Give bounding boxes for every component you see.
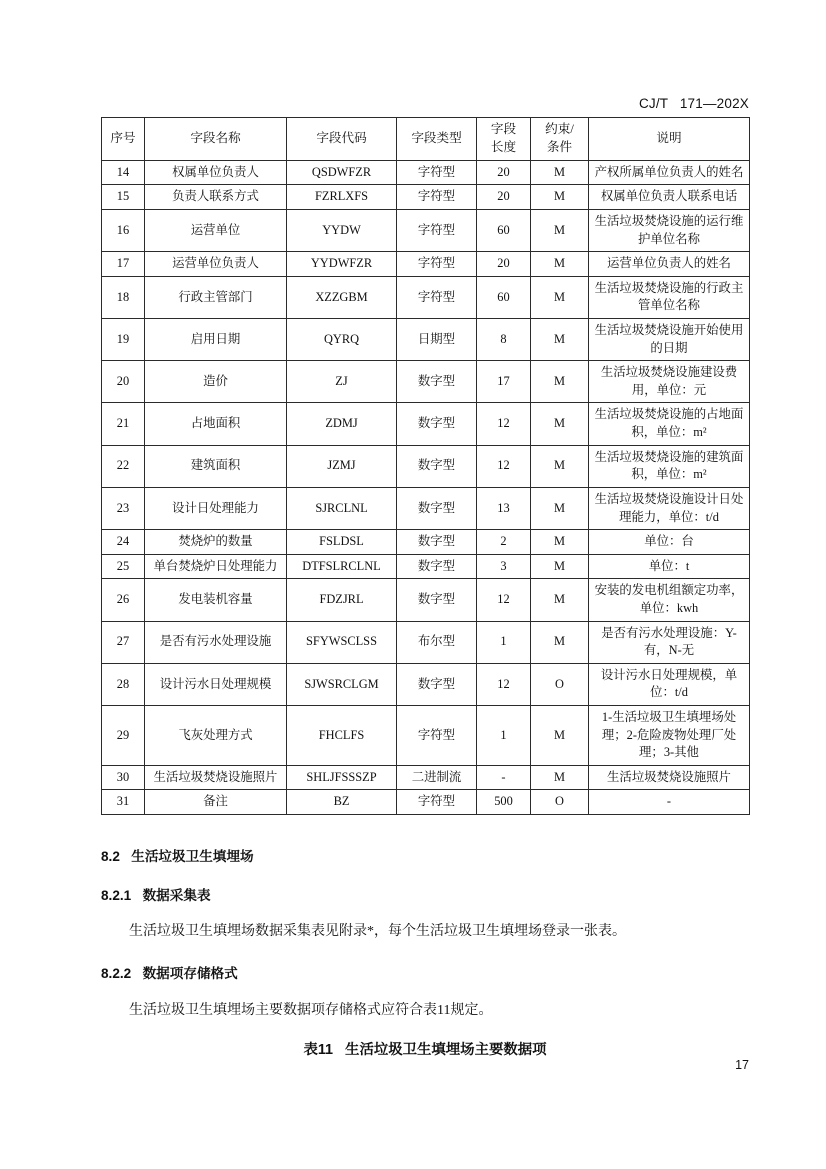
cell-field-name: 占地面积 — [145, 403, 287, 445]
cell-field-name: 建筑面积 — [145, 445, 287, 487]
cell-description: 单位：t — [589, 554, 750, 579]
cell-field-code: ZJ — [287, 361, 397, 403]
table-row — [102, 530, 750, 555]
cell-constraint: O — [531, 663, 589, 705]
cell-seq: 23 — [102, 487, 145, 529]
cell-field-name: 焚烧炉的数量 — [145, 530, 287, 555]
cell-seq: 30 — [102, 765, 145, 790]
cell-field-length: 12 — [477, 579, 531, 621]
cell-field-code: ZDMJ — [287, 403, 397, 445]
cell-description: 生活垃圾焚烧设施的建筑面积，单位：m² — [589, 445, 750, 487]
cell-constraint: M — [531, 765, 589, 790]
cell-field-length: 12 — [477, 445, 531, 487]
col-header-field-type: 字段类型 — [397, 118, 477, 161]
cell-seq: 19 — [102, 319, 145, 361]
cell-field-name: 单台焚烧炉日处理能力 — [145, 554, 287, 579]
cell-constraint: M — [531, 487, 589, 529]
col-header-field-length-line2: 长度 — [490, 139, 517, 154]
cell-field-code: FSLDSL — [287, 530, 397, 555]
col-header-constraint-line1: 约束/ — [545, 122, 574, 136]
col-header-constraint — [531, 118, 589, 161]
cell-field-type: 字符型 — [397, 209, 477, 251]
cell-constraint: M — [531, 361, 589, 403]
cell-field-type: 数字型 — [397, 487, 477, 529]
col-header-field-length-line1: 字段 — [490, 122, 517, 136]
cell-field-length: - — [477, 765, 531, 790]
cell-seq: 26 — [102, 579, 145, 621]
cell-field-name: 运营单位负责人 — [145, 252, 287, 277]
table-body — [102, 160, 750, 814]
table-row — [102, 445, 750, 487]
cell-description: 是否有污水处理设施：Y-有，N-无 — [589, 621, 750, 663]
cell-field-type: 数字型 — [397, 445, 477, 487]
table-row — [102, 663, 750, 705]
cell-field-type: 日期型 — [397, 319, 477, 361]
cell-field-code: SJRCLNL — [287, 487, 397, 529]
cell-description: 生活垃圾焚烧设施的运行维护单位名称 — [589, 209, 750, 251]
cell-constraint: M — [531, 554, 589, 579]
cell-field-code: QSDWFZR — [287, 160, 397, 185]
cell-field-length: 12 — [477, 403, 531, 445]
cell-field-code: SHLJFSSSZP — [287, 765, 397, 790]
cell-constraint: M — [531, 252, 589, 277]
cell-description: 生活垃圾焚烧设施开始使用的日期 — [589, 319, 750, 361]
table-row — [102, 319, 750, 361]
cell-field-length: 8 — [477, 319, 531, 361]
table-row — [102, 403, 750, 445]
cell-seq: 20 — [102, 361, 145, 403]
col-header-seq: 序号 — [102, 118, 145, 161]
cell-field-name: 行政主管部门 — [145, 276, 287, 318]
cell-constraint: M — [531, 403, 589, 445]
cell-description: 生活垃圾焚烧设施设计日处理能力，单位：t/d — [589, 487, 750, 529]
cell-constraint: M — [531, 160, 589, 185]
cell-field-type: 数字型 — [397, 530, 477, 555]
cell-field-length: 500 — [477, 790, 531, 815]
cell-field-name: 飞灰处理方式 — [145, 705, 287, 765]
cell-seq: 29 — [102, 705, 145, 765]
cell-description: 生活垃圾焚烧设施的占地面积，单位：m² — [589, 403, 750, 445]
cell-field-type: 数字型 — [397, 361, 477, 403]
cell-field-type: 字符型 — [397, 185, 477, 210]
cell-field-code: JZMJ — [287, 445, 397, 487]
next-table-caption: 表11 生活垃圾卫生填埋场主要数据项 — [303, 1042, 547, 1058]
cell-field-length: 17 — [477, 361, 531, 403]
cell-description: 运营单位负责人的姓名 — [589, 252, 750, 277]
table-row — [102, 765, 750, 790]
cell-field-length: 60 — [477, 209, 531, 251]
section-heading-8-2-2: 8.2.2 数据项存储格式 — [101, 966, 238, 981]
cell-field-code: YYDWFZR — [287, 252, 397, 277]
cell-constraint: M — [531, 185, 589, 210]
cell-field-name: 是否有污水处理设施 — [145, 621, 287, 663]
cell-field-name: 权属单位负责人 — [145, 160, 287, 185]
cell-constraint: M — [531, 209, 589, 251]
cell-field-name: 备注 — [145, 790, 287, 815]
cell-field-name: 发电装机容量 — [145, 579, 287, 621]
cell-field-type: 字符型 — [397, 790, 477, 815]
cell-field-code: YYDW — [287, 209, 397, 251]
section-heading-8-2: 8.2 生活垃圾卫生填埋场 — [101, 849, 254, 864]
col-header-constraint-line2: 条件 — [546, 139, 573, 154]
cell-field-type: 字符型 — [397, 252, 477, 277]
cell-field-length: 20 — [477, 252, 531, 277]
cell-seq: 17 — [102, 252, 145, 277]
cell-constraint: O — [531, 790, 589, 815]
cell-constraint: M — [531, 621, 589, 663]
cell-description: 单位：台 — [589, 530, 750, 555]
cell-field-length: 13 — [477, 487, 531, 529]
table-row — [102, 185, 750, 210]
cell-field-name: 设计污水日处理规模 — [145, 663, 287, 705]
cell-constraint: M — [531, 276, 589, 318]
table-row — [102, 554, 750, 579]
cell-constraint: M — [531, 530, 589, 555]
col-header-description: 说明 — [589, 118, 750, 161]
paragraph-8-2-1: 生活垃圾卫生填埋场数据采集表见附录*，每个生活垃圾卫生填埋场登录一张表。 — [129, 924, 626, 939]
cell-field-length: 20 — [477, 160, 531, 185]
cell-description: 安装的发电机组额定功率，单位：kwh — [589, 579, 750, 621]
cell-seq: 21 — [102, 403, 145, 445]
cell-description: 生活垃圾焚烧设施的行政主管单位名称 — [589, 276, 750, 318]
cell-description: 生活垃圾焚烧设施照片 — [589, 765, 750, 790]
cell-field-code: DTFSLRCLNL — [287, 554, 397, 579]
cell-field-type: 二进制流 — [397, 765, 477, 790]
table-header-row — [102, 118, 750, 161]
cell-field-type: 数字型 — [397, 579, 477, 621]
cell-seq: 14 — [102, 160, 145, 185]
cell-description: - — [589, 790, 750, 815]
col-header-field-name: 字段名称 — [145, 118, 287, 161]
table-row — [102, 361, 750, 403]
cell-field-name: 设计日处理能力 — [145, 487, 287, 529]
cell-field-type: 字符型 — [397, 276, 477, 318]
table-row — [102, 209, 750, 251]
cell-field-type: 字符型 — [397, 160, 477, 185]
table-row — [102, 160, 750, 185]
table-row — [102, 579, 750, 621]
data-items-table — [101, 117, 750, 815]
table-row — [102, 487, 750, 529]
cell-seq: 16 — [102, 209, 145, 251]
cell-description: 1-生活垃圾卫生填埋场处理；2-危险废物处理厂处理；3-其他 — [589, 705, 750, 765]
cell-field-name: 负责人联系方式 — [145, 185, 287, 210]
table-row — [102, 621, 750, 663]
cell-field-type: 数字型 — [397, 403, 477, 445]
cell-field-length: 2 — [477, 530, 531, 555]
cell-seq: 28 — [102, 663, 145, 705]
cell-seq: 25 — [102, 554, 145, 579]
cell-field-code: SFYWSCLSS — [287, 621, 397, 663]
cell-field-length: 12 — [477, 663, 531, 705]
cell-field-type: 数字型 — [397, 663, 477, 705]
cell-constraint: M — [531, 319, 589, 361]
cell-field-name: 造价 — [145, 361, 287, 403]
cell-description: 设计污水日处理规模，单位：t/d — [589, 663, 750, 705]
cell-field-code: FZRLXFS — [287, 185, 397, 210]
paragraph-8-2-2: 生活垃圾卫生填埋场主要数据项存储格式应符合表11规定。 — [129, 1003, 493, 1018]
table-row — [102, 276, 750, 318]
cell-field-length: 20 — [477, 185, 531, 210]
table-row — [102, 790, 750, 815]
cell-description: 生活垃圾焚烧设施建设费用，单位：元 — [589, 361, 750, 403]
cell-seq: 22 — [102, 445, 145, 487]
cell-field-type: 布尔型 — [397, 621, 477, 663]
cell-field-length: 1 — [477, 621, 531, 663]
cell-field-code: SJWSRCLGM — [287, 663, 397, 705]
cell-seq: 15 — [102, 185, 145, 210]
col-header-field-code: 字段代码 — [287, 118, 397, 161]
cell-seq: 31 — [102, 790, 145, 815]
cell-field-length: 1 — [477, 705, 531, 765]
cell-field-name: 生活垃圾焚烧设施照片 — [145, 765, 287, 790]
cell-field-type: 字符型 — [397, 705, 477, 765]
cell-field-name: 运营单位 — [145, 209, 287, 251]
cell-field-code: BZ — [287, 790, 397, 815]
table-row — [102, 252, 750, 277]
running-header-standard-code: CJ/T 171—202X — [638, 96, 749, 111]
cell-field-code: QYRQ — [287, 319, 397, 361]
cell-field-name: 启用日期 — [145, 319, 287, 361]
cell-description: 产权所属单位负责人的姓名 — [589, 160, 750, 185]
table-row — [102, 705, 750, 765]
cell-field-length: 3 — [477, 554, 531, 579]
cell-seq: 24 — [102, 530, 145, 555]
cell-description: 权属单位负责人联系电话 — [589, 185, 750, 210]
section-heading-8-2-1: 8.2.1 数据采集表 — [101, 888, 211, 903]
cell-field-code: XZZGBM — [287, 276, 397, 318]
cell-constraint: M — [531, 445, 589, 487]
cell-field-code: FHCLFS — [287, 705, 397, 765]
cell-field-length: 60 — [477, 276, 531, 318]
cell-seq: 18 — [102, 276, 145, 318]
cell-field-code: FDZJRL — [287, 579, 397, 621]
cell-constraint: M — [531, 579, 589, 621]
cell-constraint: M — [531, 705, 589, 765]
cell-field-type: 数字型 — [397, 554, 477, 579]
page-number: 17 — [735, 1058, 749, 1072]
col-header-field-length — [477, 118, 531, 161]
cell-seq: 27 — [102, 621, 145, 663]
